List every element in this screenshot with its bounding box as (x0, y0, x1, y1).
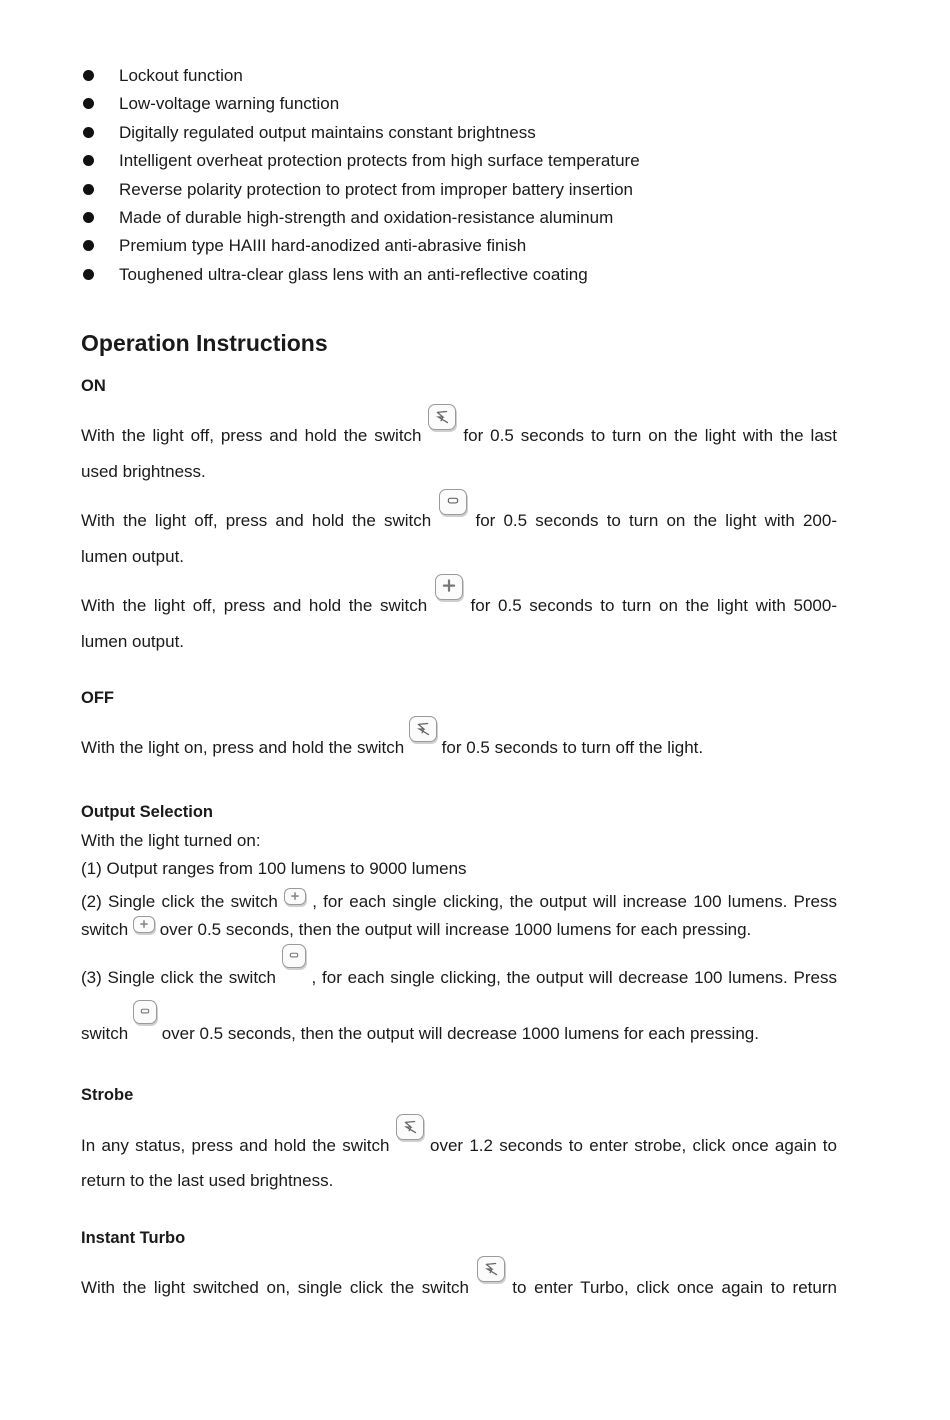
output-item-3 (81, 944, 837, 988)
output-item3-cont-after: over 0.5 seconds, then the output will decrease 1000 lumens for each pressing. (161, 1024, 759, 1043)
minus-switch-icon (282, 944, 306, 968)
on-paragraph-1-cont: used brightness. (81, 462, 206, 481)
on-paragraph-2-cont: lumen output. (81, 547, 185, 566)
on-paragraph-3-cont: lumen output. (81, 632, 185, 651)
list-item: Made of durable high-strength and oxidation-resistance aluminum (81, 204, 640, 232)
turbo-p-before: With the light switched on, single click the switch (81, 1278, 470, 1297)
minus-switch-icon (439, 489, 467, 515)
output-item2-after: , for each single clicking, the output will increase 100 lumens. Press (312, 892, 837, 911)
output-item3-before: (3) Single click the switch (81, 968, 276, 987)
list-item: Premium type HAIII hard-anodized anti-abrasive finish (81, 232, 640, 260)
on-p2-before: With the light off, press and hold the switch (81, 511, 432, 530)
section-title: Operation Instructions (81, 330, 328, 356)
on-p2-after: for 0.5 seconds to turn on the light with 200- (475, 511, 837, 530)
list-item: Reverse polarity protection to protect from improper battery insertion (81, 176, 640, 204)
off-p-before: With the light on, press and hold the switch (81, 738, 405, 757)
output-item3-cont-before: switch (81, 1024, 129, 1043)
strobe-p-before: In any status, press and hold the switch (81, 1136, 390, 1155)
off-paragraph (81, 716, 837, 758)
output-item2-cont-after: over 0.5 seconds, then the output will increase 1000 lumens for each pressing. (159, 920, 752, 939)
strobe-p-after: over 1.2 seconds to enter strobe, click once again to (429, 1136, 837, 1155)
on-p1-before: With the light off, press and hold the switch (81, 426, 422, 445)
output-item3-after: , for each single clicking, the output will decrease 100 lumens. Press (311, 968, 837, 987)
output-intro: With the light turned on: (81, 831, 261, 850)
power-switch-icon (477, 1256, 505, 1282)
output-item-2-cont (81, 916, 837, 940)
output-item-2 (81, 888, 837, 912)
list-item: Digitally regulated output maintains constant brightness (81, 119, 640, 147)
power-switch-icon (396, 1114, 424, 1140)
turbo-heading: Instant Turbo (81, 1229, 186, 1247)
on-paragraph-1 (81, 404, 837, 446)
minus-switch-icon (133, 1000, 157, 1024)
output-item-3-cont (81, 1000, 837, 1044)
on-p3-after: for 0.5 seconds to turn on the light with 5000- (470, 596, 838, 615)
power-switch-icon (409, 716, 437, 742)
output-item2-before: (2) Single click the switch (81, 892, 278, 911)
output-item-1: (1) Output ranges from 100 lumens to 9000 lumens (81, 859, 467, 878)
on-paragraph-3 (81, 574, 837, 616)
plus-switch-icon (284, 888, 306, 905)
off-p-after: for 0.5 seconds to turn off the light. (441, 738, 704, 757)
feature-list (81, 62, 640, 289)
list-item: Toughened ultra-clear glass lens with an anti-reflective coating (81, 261, 640, 289)
off-heading: OFF (81, 689, 114, 707)
list-item: Lockout function (81, 62, 640, 90)
output-item2-cont-before: switch (81, 920, 129, 939)
plus-switch-icon (435, 574, 463, 600)
turbo-paragraph (81, 1256, 837, 1298)
on-paragraph-2 (81, 489, 837, 531)
power-switch-icon (428, 404, 456, 430)
list-item: Intelligent overheat protection protects from high surface temperature (81, 147, 640, 175)
list-item: Low-voltage warning function (81, 90, 640, 118)
strobe-paragraph-cont: return to the last used brightness. (81, 1171, 334, 1190)
strobe-heading: Strobe (81, 1086, 134, 1104)
on-p3-before: With the light off, press and hold the switch (81, 596, 428, 615)
output-heading: Output Selection (81, 803, 213, 821)
turbo-p-after: to enter Turbo, click once again to return (512, 1278, 837, 1297)
strobe-paragraph (81, 1114, 837, 1156)
on-p1-after: for 0.5 seconds to turn on the light with the last (463, 426, 837, 445)
on-heading: ON (81, 377, 106, 395)
plus-switch-icon (133, 916, 155, 933)
